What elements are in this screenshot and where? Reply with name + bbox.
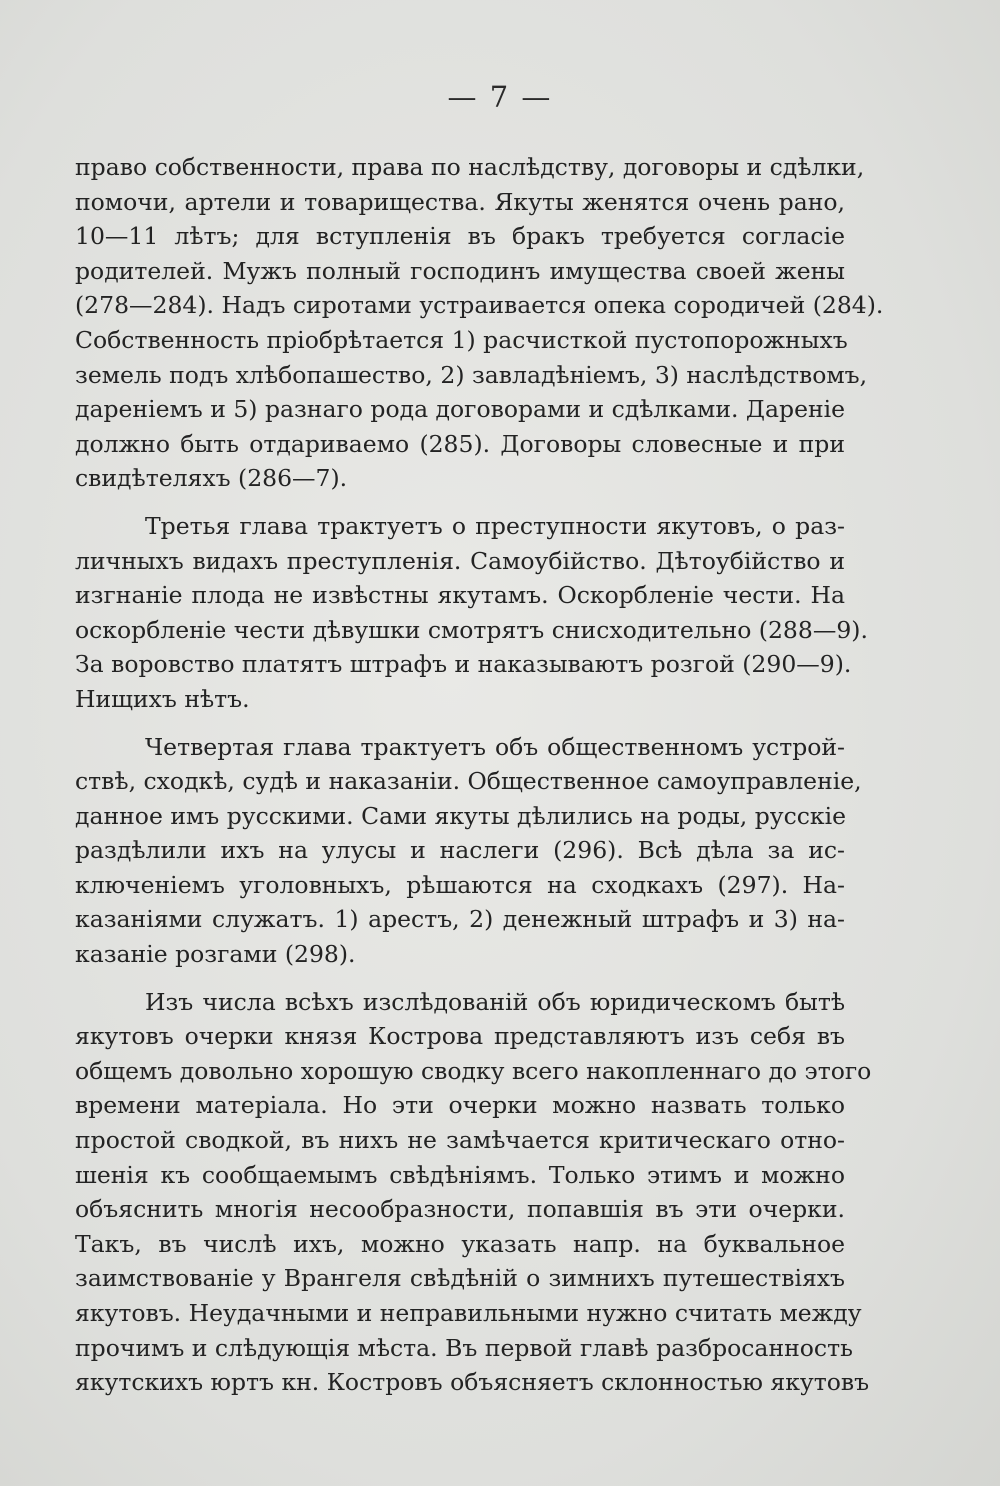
text-line: данное имъ русскими. Сами якуты дѣлились на роды, русскіе	[75, 801, 847, 830]
text-line: казаніе розгами (298).	[75, 940, 356, 969]
text-line: простой сводкой, въ нихъ не замѣчается критическаго отно-	[75, 1126, 845, 1155]
body-text	[75, 150, 884, 1413]
paragraph-1	[75, 150, 884, 496]
text-line: ствѣ, сходкѣ, судѣ и наказаніи. Общественное самоуправленіе,	[75, 767, 862, 796]
text-line: прочимъ и слѣдующія мѣста. Въ первой главѣ разбросанность	[75, 1333, 853, 1362]
paragraph-3	[75, 730, 862, 972]
text-line: Изъ числа всѣхъ изслѣдованій объ юридическомъ бытѣ	[145, 987, 845, 1016]
text-line: Такъ, въ числѣ ихъ, можно указать напр. на буквальное	[75, 1229, 845, 1258]
text-line: Нищихъ нѣтъ.	[75, 684, 250, 713]
text-line: личныхъ видахъ преступленія. Самоубійство. Дѣтоубійство и	[75, 546, 845, 575]
paragraph-4	[75, 985, 872, 1400]
text-line: родителей. Мужъ полный господинъ имущества своей жены	[75, 256, 845, 285]
text-line: ключеніемъ уголовныхъ, рѣшаются на сходкахъ (297). На-	[75, 870, 845, 899]
text-line: За воровство платятъ штрафъ и наказываютъ розгой (290—9).	[75, 650, 852, 679]
text-line: должно быть отдариваемо (285). Договоры словесные и при	[75, 429, 845, 458]
text-line: свидѣтеляхъ (286—7).	[75, 464, 348, 493]
text-line: времени матеріала. Но эти очерки можно назвать только	[75, 1091, 845, 1120]
text-line: якутовъ. Неудачными и неправильными нужно считать между	[75, 1299, 862, 1327]
text-line: Четвертая глава трактуетъ объ общественномъ устрой-	[145, 732, 845, 761]
text-line: якутскихъ юртъ кн. Костровъ объясняетъ склонностью якутовъ	[75, 1368, 870, 1397]
text-line: якутовъ очерки князя Кострова представляютъ изъ себя въ	[75, 1022, 845, 1051]
paragraph-2	[75, 509, 868, 717]
text-line: земель подъ хлѣбопашество, 2) завладѣніемъ, 3) наслѣдствомъ,	[75, 360, 868, 389]
text-line: 10—11 лѣтъ; для вступленія въ бракъ требуется согласіе	[75, 222, 845, 251]
text-line: дареніемъ и 5) разнаго рода договорами и сдѣлками. Дареніе	[75, 395, 846, 424]
text-line: заимствованіе у Врангеля свѣдѣній о зимнихъ путешествіяхъ	[75, 1264, 845, 1293]
text-line: изгнаніе плода не извѣстны якутамъ. Оскорбленіе чести. На	[75, 581, 845, 610]
text-line: шенія къ сообщаемымъ свѣдѣніямъ. Только этимъ и можно	[75, 1160, 845, 1189]
text-line: помочи, артели и товарищества. Якуты женятся очень рано,	[75, 187, 845, 216]
text-line: объяснить многія несообразности, попавшія въ эти очерки.	[75, 1195, 845, 1224]
page-number: — 7 —	[447, 80, 553, 114]
text-line: раздѣлили ихъ на улусы и наслеги (296). Всѣ дѣла за ис-	[75, 836, 845, 865]
text-line: (278—284). Надъ сиротами устраивается опека сородичей (284).	[75, 291, 884, 320]
text-line: оскорбленіе чести дѣвушки смотрятъ снисходительно (288—9).	[75, 615, 868, 644]
text-line: Третья глава трактуетъ о преступности якутовъ, о раз-	[145, 511, 845, 540]
text-line: Собственность пріобрѣтается 1) расчисткой пустопорожныхъ	[75, 325, 848, 354]
text-line: казаніями служатъ. 1) арестъ, 2) денежный штрафъ и 3) на-	[75, 905, 845, 934]
text-line: общемъ довольно хорошую сводку всего накопленнаго до этого	[75, 1056, 872, 1085]
text-line: право собственности, права по наслѣдству, договоры и сдѣлки,	[75, 153, 865, 181]
